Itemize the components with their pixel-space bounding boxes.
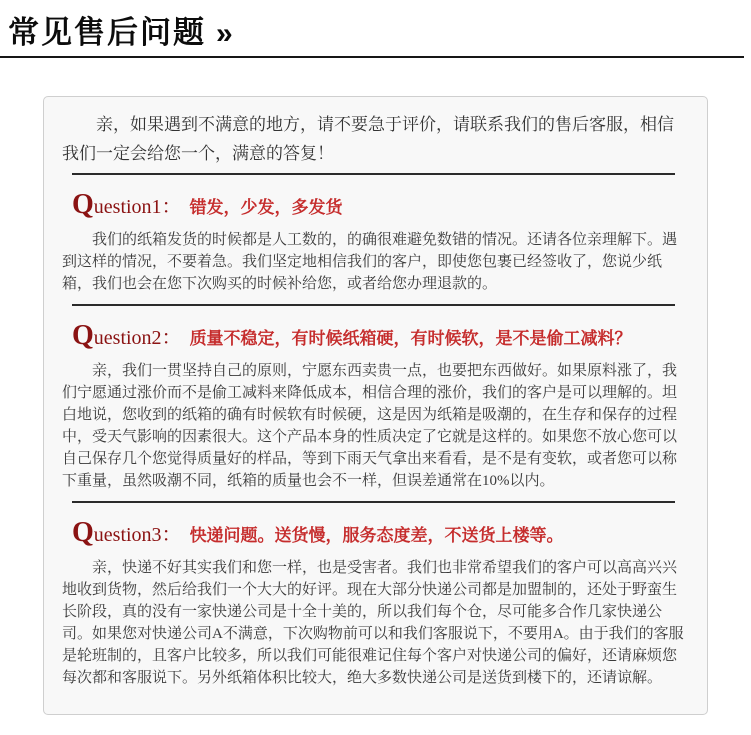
- answer-3-text: 亲，快递不好其实我们和您一样，也是受害者。我们也非常希望我们的客户可以高高兴兴地收到货物，然后给我们一个大大的好评。现在大部分快递公司都是加盟制的，还处于野蛮生长阶段，真的没有一家快递公司是十全十美的，所以我们每个仓，尽可能多合作几家快递公司。如果您对快递公司A不满意，下次购物前可以和我们客服说下，不要用A。由于我们的客服是轮班制的，且客户比较多，所以我们可能很难记住每个客户对快递公司的偏好，还请麻烦您每次都和客服说下。另外纸箱体积比较大，绝大多数快递公司是送货到楼下的，还请谅解。: [62, 560, 684, 686]
- section-divider: [72, 173, 675, 175]
- question-2-heading: [72, 321, 689, 354]
- answer-2-text: 亲，我们一贯坚持自己的原则，宁愿东西卖贵一点，也要把东西做好。如果原料涨了，我们宁愿通过涨价而不是偷工减料来降低成本，相信合理的涨价，我们的客户是可以理解的。坦白地说，您收到的纸箱的确有时候软有时候硬，这是因为纸箱是吸潮的，在生存和保存的过程中，受天气影响的因素很大。这个产品本身的性质决定了它就是这样的。如果您不放心您可以自己保存几个您觉得质量好的样品，等到下雨天气拿出来看看，是不是有变软，或者您可以称下重量，虽然吸潮不同，纸箱的质量也会不一样，但误差通常在10%以内。: [62, 363, 678, 489]
- page-title: 常见售后问题: [8, 15, 206, 51]
- header-title-row: [0, 12, 751, 54]
- faq-panel: [43, 96, 708, 715]
- question-2-label: Question2：: [72, 320, 182, 351]
- page-header: [0, 0, 751, 84]
- intro-text: 亲，如果遇到不满意的地方，请不要急于评价，请联系我们的售后客服，相信我们一定会给您一个，满意的答复！: [62, 115, 674, 163]
- question-1-heading: [72, 190, 689, 223]
- header-reflection: [0, 58, 751, 84]
- faq-item-3: [62, 518, 689, 689]
- section-divider: [72, 304, 675, 306]
- double-chevron-icon: »: [216, 17, 229, 50]
- question-2-title: 质量不稳定，有时候纸箱硬，有时候软，是不是偷工减料？: [189, 329, 632, 348]
- question-3-title: 快递问题。送货慢，服务态度差，不送货上楼等。: [189, 526, 564, 545]
- faq-item-2: [62, 321, 689, 492]
- question-1-label: Question1：: [72, 189, 182, 220]
- section-divider: [72, 501, 675, 503]
- answer-1-text: 我们的纸箱发货的时候都是人工数的，的确很难避免数错的情况。还请各位亲理解下。遇到这样的情况，不要着急。我们坚定地相信我们的客户，即使您包裹已经签收了，您说少纸箱，我们也会在您下次购买的时候补给您，或者给您办理退款的。: [62, 232, 678, 292]
- question-1-title: 错发，少发，多发货: [189, 198, 343, 217]
- faq-item-1: [62, 190, 689, 295]
- question-3-heading: [72, 518, 689, 551]
- question-3-label: Question3：: [72, 517, 182, 548]
